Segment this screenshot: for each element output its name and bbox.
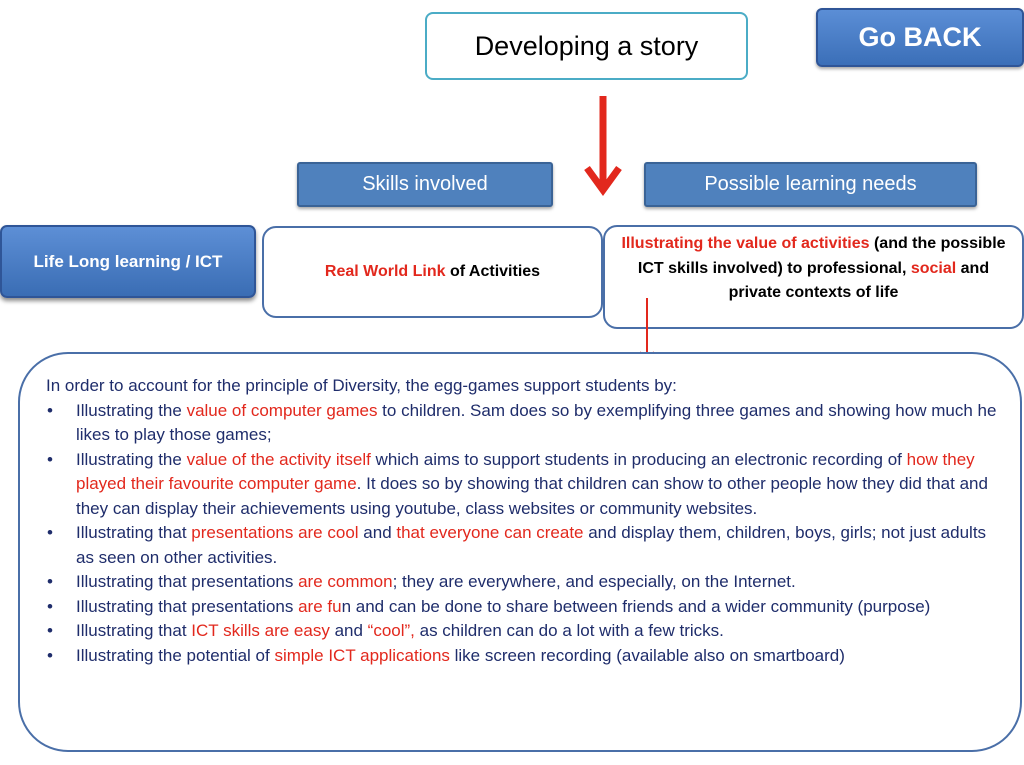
item-highlight: “cool”, [367,621,415,640]
item-highlight: that everyone can create [396,523,584,542]
item-text: . It does so by showing that children can show to other people how they did that and they can display their achievements using youtube, class websites or community websites. [76,474,988,518]
item-text: Illustrating the [76,449,187,469]
item-highlight: simple ICT applications [274,645,450,665]
skills-involved-label [297,162,553,207]
item-text: and [358,523,397,542]
item-text: Illustrating that presentations [76,572,299,591]
item-highlight: presentations are cool [191,523,359,542]
real-world-link-highlight: Real World Link [324,263,446,280]
go-back-label: Go BACK [858,22,982,52]
life-long-learning-label: Life Long learning / ICT [33,251,223,271]
item-text: and [329,621,368,640]
diversity-description-box [18,352,1022,752]
item-text: to children. Sam does so by exemplifying three games and showing how much he likes to play those games; [76,400,997,444]
page-title: Developing a story [474,30,699,61]
skills-involved-text: Skills involved [362,173,488,195]
bullet-icon: • [47,523,53,542]
illustrating-value-text-1: (and the possible ICT skills involved) to professional, [637,235,1006,277]
real-world-link-text [325,263,540,281]
item-highlight: value of computer games [186,400,378,420]
illustrating-value-box [603,225,1024,329]
item-text: Illustrating the [76,400,187,420]
list-item [46,619,1006,644]
list-item [46,595,1006,620]
item-text: Illustrating that [76,621,192,640]
page-title-box [425,12,748,80]
go-back-button[interactable] [816,8,1024,67]
item-text: as children can do a lot with a few tricks. [414,621,724,640]
item-text: which aims to support students in producing an electronic recording of [370,449,907,469]
real-world-link-box [262,226,603,318]
list-item [46,521,1006,570]
real-world-link-rest: of Activities [445,263,541,280]
item-highlight: value of the activity itself [186,449,371,469]
illustrating-value-text-2: and private contexts of life [728,259,990,301]
item-highlight: are fu [298,596,342,616]
item-text: ; they are everywhere, and especially, on the Internet. [392,572,796,591]
support-list [46,399,1006,669]
intro-text: In order to account for the principle of Diversity, the egg-games support students by: [46,376,677,395]
down-arrow-icon [584,96,624,198]
item-highlight: how they played their favourite computer game [76,449,975,493]
bullet-icon: • [47,621,53,640]
item-text: Illustrating that presentations [76,596,299,616]
list-item [46,448,1006,522]
bullet-icon: • [47,572,53,591]
bullet-icon: • [47,645,53,665]
item-text: Illustrating that [76,523,192,542]
item-highlight: ICT skills are easy [191,621,330,640]
list-item [46,570,1006,595]
item-text: like screen recording (available also on smartboard) [449,645,845,665]
illustrating-social-highlight: social [910,259,957,277]
item-text: n and can be done to share between friends and a wider community (purpose) [341,596,931,616]
item-text: and display them, children, boys, girls; not just adults as seen on other activities. [76,523,987,567]
list-item [46,644,1006,669]
bullet-icon: • [47,449,53,469]
bullet-icon: • [47,596,53,616]
learning-needs-text: Possible learning needs [704,173,917,195]
list-item [46,399,1006,448]
item-text: Illustrating the potential of [76,645,275,665]
life-long-learning-button[interactable] [0,225,256,298]
learning-needs-label [644,162,977,207]
illustrating-value-highlight: Illustrating the value of activities [621,235,870,252]
item-highlight: are common [298,572,393,591]
bullet-icon: • [47,400,53,420]
